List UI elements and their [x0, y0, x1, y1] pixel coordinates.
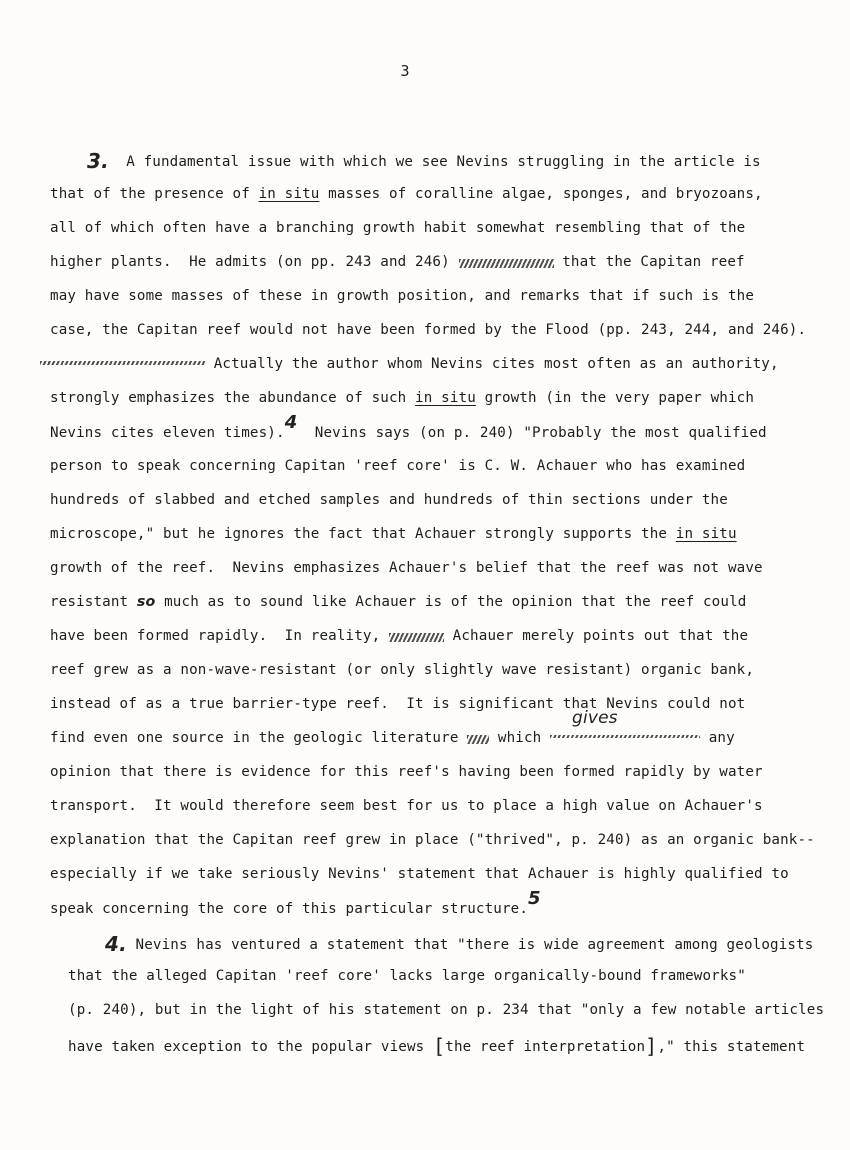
underlined-term: in situ [258, 186, 320, 202]
text-line [50, 412, 767, 442]
underlined-term: in situ [675, 526, 737, 542]
text-segment: which [489, 730, 551, 746]
text-segment: that the Capitan reef [553, 254, 745, 270]
text-segment: microscope," but he ignores the fact that Achauer strongly supports the [50, 526, 676, 542]
bracketed-text: the reef interpretation [445, 1039, 646, 1055]
right-bracket: ] [645, 1034, 658, 1058]
text-line: explanation that the Capitan reef grew in place ("thrived", p. 240) as an organic bank-- [50, 832, 815, 848]
handwritten-paragraph-number: 3. [87, 149, 109, 173]
text-segment: strongly emphasizes the abundance of such [50, 390, 416, 406]
text-segment: Achauer merely points out that the [443, 628, 749, 644]
handwritten-correction: gives [572, 708, 618, 728]
text-line [105, 933, 813, 954]
text-line: opinion that there is evidence for this reef's having been formed rapidly by water [50, 764, 763, 780]
handwritten-insertion: so [136, 594, 156, 610]
text-line [50, 389, 754, 407]
text-line [87, 150, 761, 171]
underlined-term: in situ [415, 390, 476, 406]
crossed-out-word [459, 259, 554, 268]
text-segment: Nevins says (on p. 240) "Probably the most qualified [297, 425, 767, 441]
text-line [50, 593, 746, 611]
text-line: may have some masses of these in growth position, and remarks that if such is the [50, 288, 755, 304]
text-line: instead of as a true barrier-type reef. It is significant that Nevins could not [50, 696, 746, 712]
text-segment: that of the presence of [50, 186, 259, 202]
text-line [50, 185, 763, 203]
text-segment: masses of coralline algae, sponges, and bryozoans, [319, 186, 763, 202]
page-number: 3 [400, 62, 410, 80]
text-line: reef grew as a non-wave-resistant (or only slightly wave resistant) organic bank, [50, 662, 755, 678]
text-segment: resistant [50, 594, 137, 610]
crossed-out-word [389, 633, 444, 642]
text-segment: higher plants. He admits (on pp. 243 and 246) [50, 254, 459, 270]
text-line [50, 525, 737, 543]
text-line [50, 888, 541, 918]
struck-through-text [550, 735, 700, 738]
text-line: especially if we take seriously Nevins' statement that Achauer is highly qualified to [50, 866, 789, 882]
text-segment: speak concerning the core of this particular structure. [50, 901, 529, 917]
crossed-out-word [467, 735, 489, 744]
text-line [50, 253, 745, 271]
text-segment: Nevins cites eleven times). [50, 425, 285, 441]
text-segment: A fundamental issue with which we see Nevins struggling in the article is [126, 154, 761, 170]
text-segment: have taken exception to the popular views [68, 1039, 434, 1055]
text-line: all of which often have a branching growth habit somewhat resembling that of the [50, 220, 746, 236]
footnote-marker: 4 [284, 412, 298, 433]
text-line [50, 627, 748, 645]
text-line: case, the Capitan reef would not have been formed by the Flood (pp. 243, 244, and 246). [50, 322, 807, 338]
text-line: that the alleged Capitan 'reef core' lacks large organically-bound frameworks" [68, 968, 746, 984]
text-segment: Nevins has ventured a statement that "there is wide agreement among geologists [135, 937, 814, 953]
correction-group [550, 708, 700, 747]
text-segment: have been formed rapidly. In reality, [50, 628, 389, 644]
left-bracket: [ [433, 1034, 446, 1058]
text-segment: find even one source in the geologic literature [50, 730, 468, 746]
text-line [50, 708, 735, 747]
text-segment: Actually the author whom Nevins cites most often as an authority, [205, 356, 779, 372]
text-line: growth of the reef. Nevins emphasizes Achauer's belief that the reef was not wave [50, 560, 763, 576]
struck-through-text [40, 361, 205, 365]
text-segment: any [700, 730, 735, 746]
text-line: transport. It would therefore seem best for us to place a high value on Achauer's [50, 798, 763, 814]
text-line [68, 1035, 805, 1056]
footnote-marker: 5 [528, 888, 541, 909]
text-line: hundreds of slabbed and etched samples and hundreds of thin sections under the [50, 492, 728, 508]
handwritten-paragraph-number: 4. [105, 932, 127, 956]
text-segment: ," this statement [657, 1039, 806, 1055]
text-line: (p. 240), but in the light of his statement on p. 234 that "only a few notable articles [68, 1002, 825, 1018]
text-line: person to speak concerning Capitan 'reef core' is C. W. Achauer who has examined [50, 458, 746, 474]
text-segment: growth (in the very paper which [475, 390, 755, 406]
text-line [40, 355, 779, 373]
text-segment: much as to sound like Achauer is of the opinion that the reef could [155, 594, 747, 610]
